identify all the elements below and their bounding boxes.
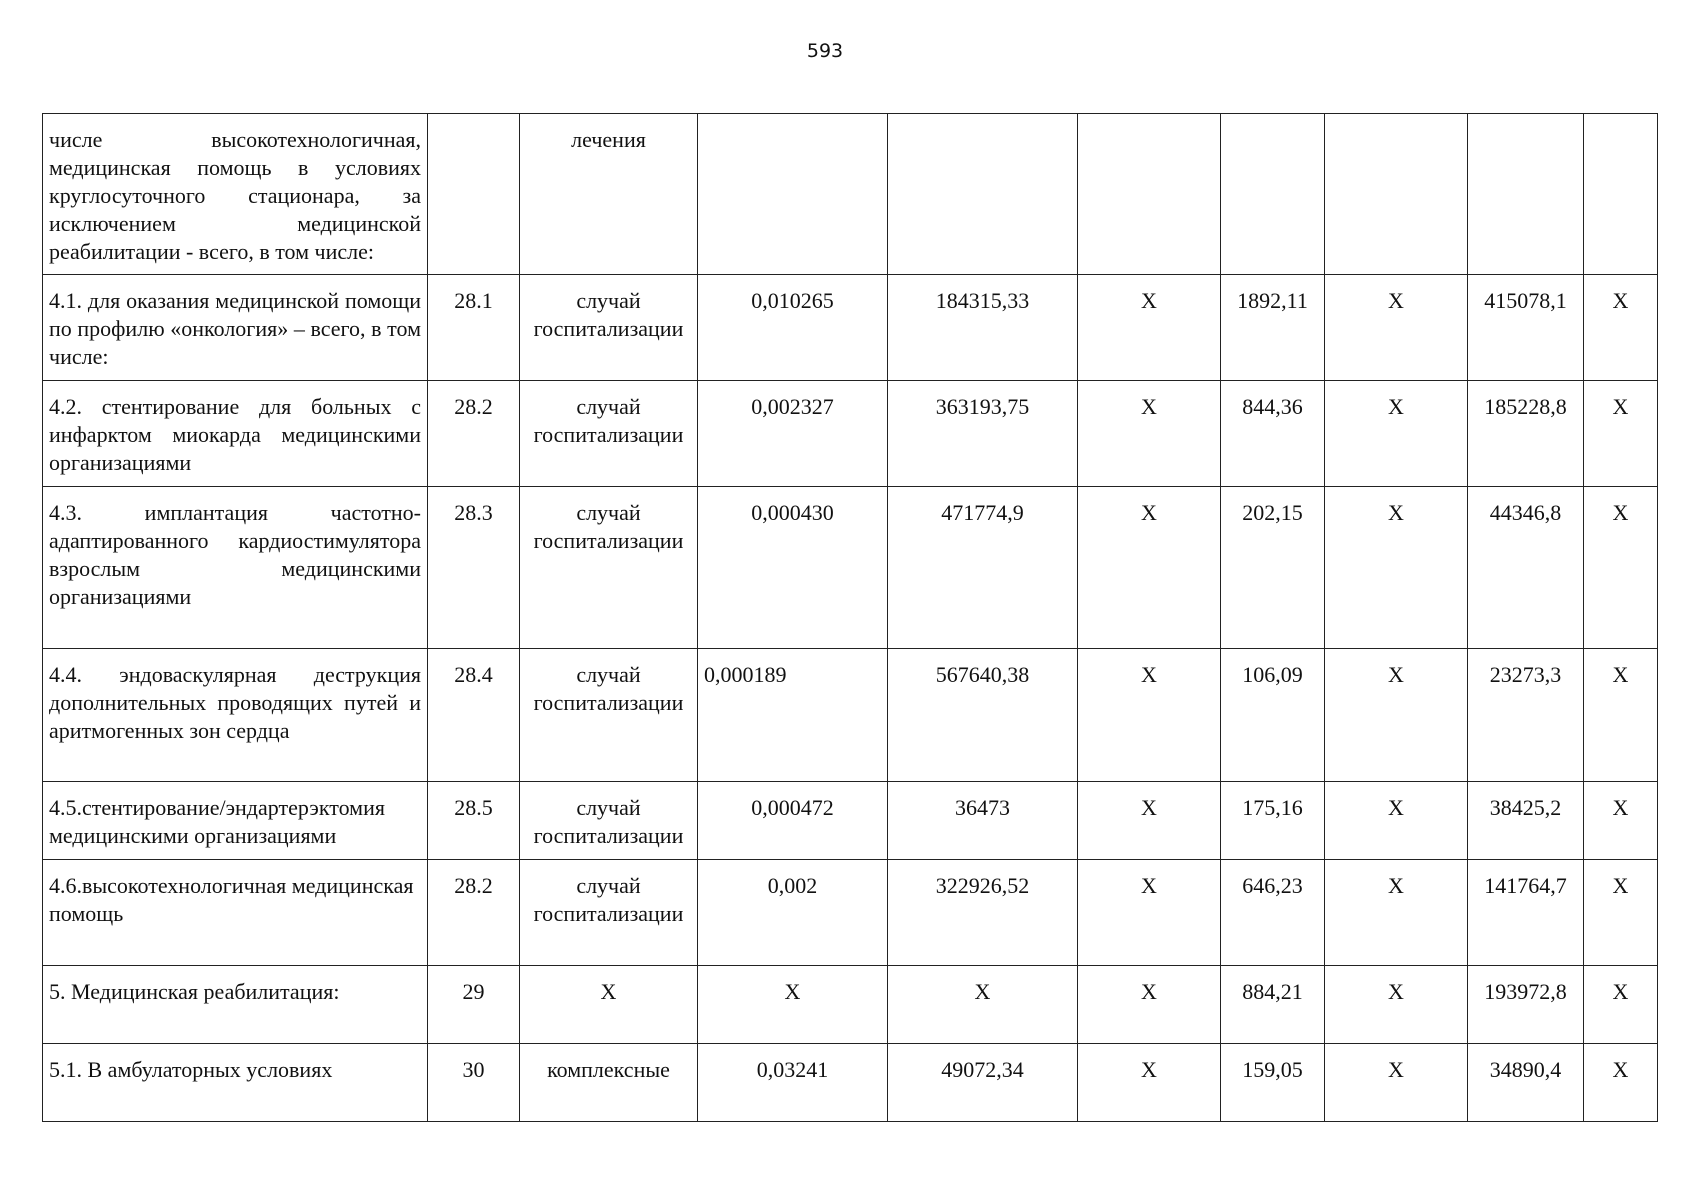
row-col10: Х [1584,966,1658,1044]
row-col8: Х [1325,275,1468,381]
row-col9: 34890,4 [1468,1044,1584,1122]
row-cost: 49072,34 [888,1044,1078,1122]
row-norm: 0,002 [698,860,888,966]
row-col6: Х [1078,381,1221,487]
row-name: числе высокотехнологичная, медицинская помощь в условиях круглосуточного стационара, за исключением медицинской реабилитации - всего, в том числе: [43,114,428,275]
row-col6: Х [1078,649,1221,782]
row-name: 5.1. В амбулаторных условиях [43,1044,428,1122]
row-col7: 884,21 [1221,966,1325,1044]
row-unit: Х [520,966,698,1044]
row-col10: Х [1584,487,1658,649]
row-norm: Х [698,966,888,1044]
row-col7: 844,36 [1221,381,1325,487]
row-cost [888,114,1078,275]
row-norm: 0,010265 [698,275,888,381]
row-name: 4.4. эндоваскулярная деструкция дополнительных проводящих путей и аритмогенных зон сердца [43,649,428,782]
row-name: 4.2. стентирование для больных с инфарктом миокарда медицинскими организациями [43,381,428,487]
data-table [42,113,1658,1122]
table-row [43,275,1658,381]
row-name: 4.5.стентирование/эндартерэктомия медицинскими организациями [43,782,428,860]
row-cost: 363193,75 [888,381,1078,487]
row-cost: 184315,33 [888,275,1078,381]
row-col6: Х [1078,860,1221,966]
row-norm: 0,002327 [698,381,888,487]
row-col7: 106,09 [1221,649,1325,782]
table-row [43,782,1658,860]
row-code: 28.2 [428,860,520,966]
row-code: 30 [428,1044,520,1122]
row-col6: Х [1078,782,1221,860]
row-unit: случай госпитализации [520,487,698,649]
page-number: 593 [806,40,844,62]
row-cost: 567640,38 [888,649,1078,782]
row-name: 5. Медицинская реабилитация: [43,966,428,1044]
row-col6: Х [1078,1044,1221,1122]
row-col7: 646,23 [1221,860,1325,966]
row-col9: 44346,8 [1468,487,1584,649]
row-norm [698,114,888,275]
row-col10: Х [1584,782,1658,860]
row-col8: Х [1325,649,1468,782]
row-code: 28.2 [428,381,520,487]
row-unit: комплексные [520,1044,698,1122]
table-row [43,649,1658,782]
row-col8: Х [1325,782,1468,860]
row-cost: Х [888,966,1078,1044]
row-name: 4.6.высокотехнологичная медицинская помощь [43,860,428,966]
row-col6 [1078,114,1221,275]
table-row [43,381,1658,487]
row-cost: 471774,9 [888,487,1078,649]
row-col8: Х [1325,966,1468,1044]
row-unit: случай госпитализации [520,275,698,381]
row-code: 28.5 [428,782,520,860]
row-col6: Х [1078,966,1221,1044]
row-code: 28.1 [428,275,520,381]
row-col6: Х [1078,487,1221,649]
row-col7: 1892,11 [1221,275,1325,381]
row-col10: Х [1584,649,1658,782]
row-col9: 141764,7 [1468,860,1584,966]
row-col10: Х [1584,1044,1658,1122]
row-unit: лечения [520,114,698,275]
row-col8 [1325,114,1468,275]
row-col8: Х [1325,1044,1468,1122]
row-col8: Х [1325,860,1468,966]
row-col9 [1468,114,1584,275]
row-col7: 202,15 [1221,487,1325,649]
row-norm: 0,000189 [698,649,888,782]
row-col9: 185228,8 [1468,381,1584,487]
row-cost: 322926,52 [888,860,1078,966]
row-code [428,114,520,275]
table-row [43,487,1658,649]
row-col10 [1584,114,1658,275]
table-row [43,114,1658,275]
row-unit: случай госпитализации [520,860,698,966]
table-row [43,1044,1658,1122]
row-norm: 0,000430 [698,487,888,649]
row-col9: 23273,3 [1468,649,1584,782]
row-col10: Х [1584,860,1658,966]
row-unit: случай госпитализации [520,782,698,860]
row-col7: 159,05 [1221,1044,1325,1122]
row-code: 28.4 [428,649,520,782]
row-name: 4.3. имплантация частотно-адаптированного кардиостимулятора взрослым медицинскими организациями [43,487,428,649]
table-row [43,966,1658,1044]
table-row [43,860,1658,966]
row-col9: 38425,2 [1468,782,1584,860]
row-col8: Х [1325,487,1468,649]
row-col7: 175,16 [1221,782,1325,860]
row-cost: 36473 [888,782,1078,860]
row-norm: 0,03241 [698,1044,888,1122]
row-col9: 415078,1 [1468,275,1584,381]
row-norm: 0,000472 [698,782,888,860]
row-code: 29 [428,966,520,1044]
row-col9: 193972,8 [1468,966,1584,1044]
row-unit: случай госпитализации [520,381,698,487]
row-name: 4.1. для оказания медицинской помощи по профилю «онкология» – всего, в том числе: [43,275,428,381]
row-col10: Х [1584,381,1658,487]
row-col8: Х [1325,381,1468,487]
row-code: 28.3 [428,487,520,649]
row-unit: случай госпитализации [520,649,698,782]
row-col7 [1221,114,1325,275]
row-col10: Х [1584,275,1658,381]
row-col6: Х [1078,275,1221,381]
